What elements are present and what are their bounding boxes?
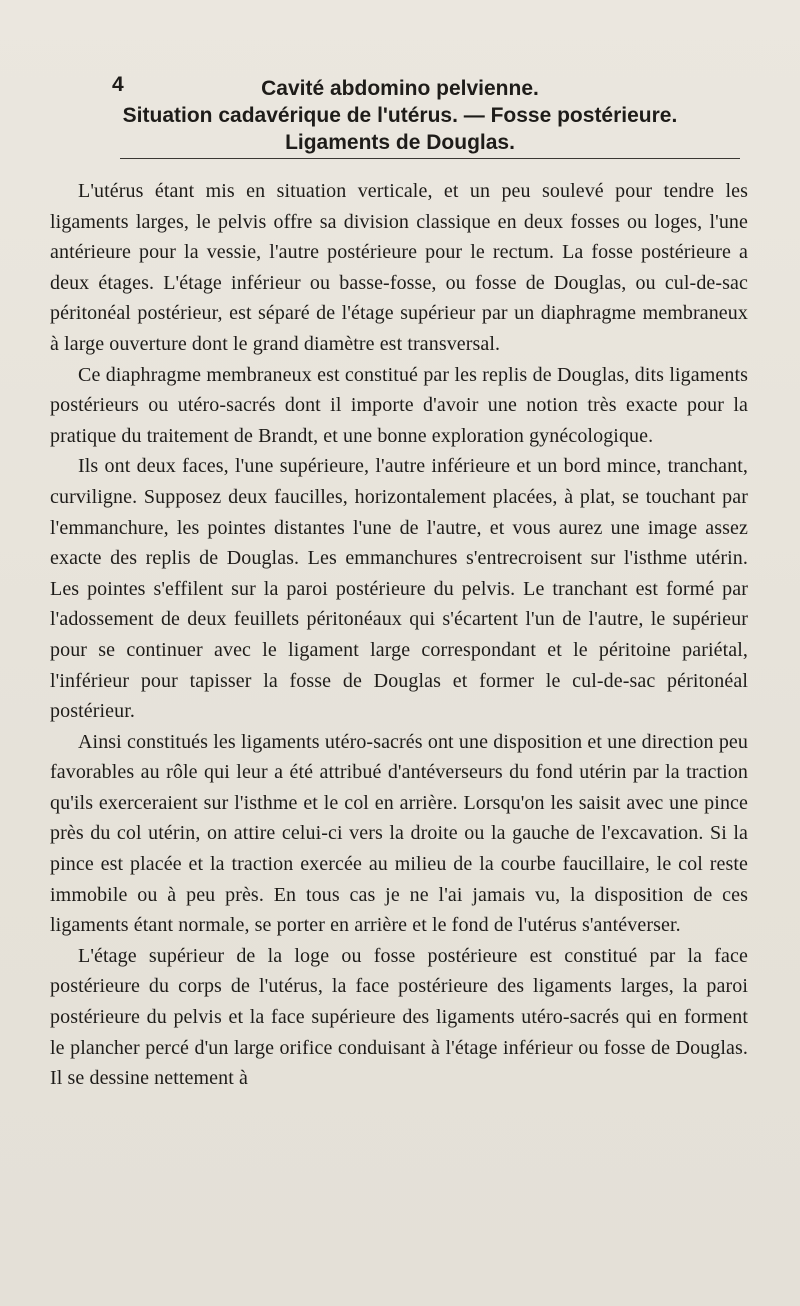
header-line-2: Situation cadavérique de l'utérus. — Fosse postérieure. [122, 104, 678, 127]
header-line-1: Cavité abdomino pelvienne. [261, 77, 539, 100]
chapter-header [100, 75, 700, 156]
paragraph: Ce diaphragme membraneux est constitué par les replis de Douglas, dits ligaments postérieurs ou utéro-sacrés dont il importe d'avoir une notion très exacte pour la pratique du traitement de Brandt, et une bonne exploration gynécologique. [50, 363, 748, 447]
header-line-3: Ligaments de Douglas. [285, 131, 515, 154]
paragraph: L'étage supérieur de la loge ou fosse postérieure est constitué par la face postérieure du corps de l'utérus, la face postérieure des ligaments larges, la paroi postérieure du pelvis et la face supérieure des ligaments utéro-sacrés qui en forment le plancher percé d'un large orifice conduisant à l'étage inférieur ou fosse de Douglas. Il se dessine nettement à [50, 944, 748, 1090]
paragraph: Ils ont deux faces, l'une supérieure, l'autre inférieure et un bord mince, tranchant, curviligne. Supposez deux faucilles, horizontalement placées, à plat, se touchant par l'emmanchure, les pointes distantes l'une de l'autre, et vous aurez une image assez exacte des replis de Douglas. Les emmanchures s'entrecroisent sur l'isthme utérin. Les pointes s'effilent sur la paroi postérieure du pelvis. Le tranchant est formé par l'adossement de deux feuillets péritonéaux qui s'écartent l'un de l'autre, le supérieur pour se continuer avec le ligament large correspondant et le péritoine pariétal, l'inférieur pour tapisser la fosse de Douglas et former le cul-de-sac péritonéal postérieur. [50, 455, 748, 723]
paragraph: L'utérus étant mis en situation verticale, et un peu soulevé pour tendre les ligaments larges, le pelvis offre sa division classique en deux fosses ou loges, l'une antérieure pour la vessie, l'autre postérieure pour le rectum. La fosse postérieure a deux étages. L'étage inférieur ou basse-fosse, ou fosse de Douglas, ou cul-de-sac péritonéal postérieur, est séparé de l'étage supérieur par un diaphragme membraneux à large ouverture dont le grand diamètre est transversal. [50, 180, 748, 355]
body-text [50, 176, 748, 1094]
paragraph: Ainsi constitués les ligaments utéro-sacrés ont une disposition et une direction peu favorables au rôle qui leur a été attribué d'antéverseurs du fond utérin par la traction qu'ils exerceraient sur l'isthme et le col en arrière. Lorsqu'on les saisit avec une pince près du col utérin, on attire celui-ci vers la droite ou la gauche de l'excavation. Si la pince est placée et la traction exercée au milieu de la courbe faucillaire, le col reste immobile ou à peu près. En tous cas je ne l'ai jamais vu, la disposition de ces ligaments étant normale, se porter en arrière et le fond de l'utérus s'antéverser. [50, 730, 748, 937]
header-divider [120, 158, 740, 159]
page-number: 4 [112, 73, 124, 96]
